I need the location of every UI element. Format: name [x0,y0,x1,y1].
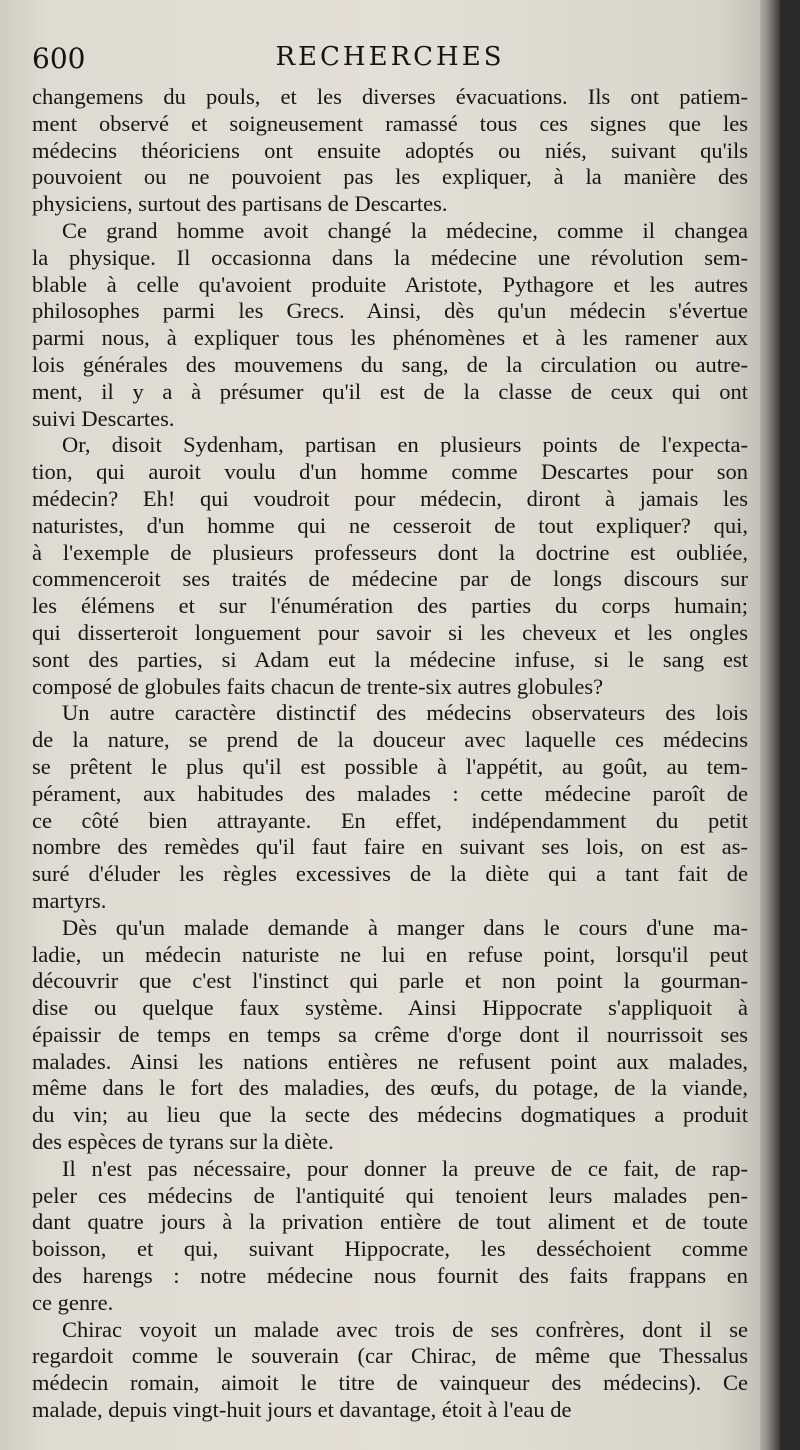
text-line: composé de globules faits chacun de trente-six autres globules? [32,673,604,699]
text-line: médecin? Eh! qui voudroit pour médecin, diront à jamais les [32,485,748,511]
text-line: des espèces de tyrans sur la diète. [32,1129,334,1155]
text-line: Dès qu'un malade demande à manger dans le cours d'une ma- [62,914,748,940]
text-line: ment observé et soigneusement ramassé tous ces signes que les [32,110,748,136]
text-line: dant quatre jours à la privation entière de tout aliment et de toute [32,1209,748,1235]
page-number: 600 [32,42,86,75]
text-line: sont des parties, si Adam eut la médecine infuse, si le sang est [32,646,748,672]
text-line: malade, depuis vingt-huit jours et davantage, étoit à l'eau de [32,1397,572,1423]
text-line: médecins théoriciens ont ensuite adoptés ou niés, suivant qu'ils [32,137,748,163]
paragraph [32,432,748,700]
text-line: même dans le fort des maladies, des œufs, du potage, de la viande, [32,1075,748,1101]
text-line: à l'exemple de plusieurs professeurs dont la doctrine est oubliée, [32,539,748,565]
text-line: pérament, aux habitudes des malades : cette médecine paroît de [32,780,748,806]
text-line: peler ces médecins de l'antiquité qui tenoient leurs malades pen- [32,1182,748,1208]
text-line: suivi Descartes. [32,405,175,431]
text-line: découvrir que c'est l'instinct qui parle et non point la gourman- [32,968,748,994]
text-line: Chirac voyoit un malade avec trois de ses confrères, dont il se [62,1316,748,1342]
text-line: philosophes parmi les Grecs. Ainsi, dès qu'un médecin s'évertue [32,298,748,324]
text-line: boisson, et qui, suivant Hippocrate, les desséchoient comme [32,1236,748,1262]
text-line: ce genre. [32,1289,114,1315]
text-line: tion, qui auroit voulu d'un homme comme Descartes pour son [32,459,748,485]
text-line: ment, il y a à présumer qu'il est de la classe de ceux qui ont [32,378,748,404]
text-line: commenceroit ses traités de médecine par de longs discours sur [32,566,748,592]
text-line: des harengs : notre médecine nous fournit des faits frappans en [32,1263,748,1289]
text-line: les élémens et sur l'énumération des parties du corps humain; [32,593,748,619]
body-text [32,84,748,1424]
text-line: ce côté bien attrayante. En effet, indépendamment du petit [32,807,748,833]
text-line: suré d'éluder les règles excessives de la diète qui a tant fait de [32,861,748,887]
text-line: blable à celle qu'avoient produite Aristote, Pythagore et les autres [32,271,748,297]
text-line: changemens du pouls, et les diverses évacuations. Ils ont patiem- [32,84,748,109]
paragraph [32,700,748,914]
text-line: Un autre caractère distinctif des médecins observateurs des lois [62,700,748,726]
text-line: malades. Ainsi les nations entières ne refusent point aux malades, [32,1048,748,1074]
paragraph [32,1317,748,1424]
text-line: pouvoient ou ne pouvoient pas les expliquer, à la manière des [32,164,748,190]
running-head: RECHERCHES [275,42,505,72]
paragraph [32,84,748,218]
paragraph [32,218,748,432]
text-line: physiciens, surtout des partisans de Descartes. [32,191,448,217]
page-edge [760,0,780,1450]
text-line: la physique. Il occasionna dans la médecine une révolution sem- [32,244,748,270]
text-line: ladie, un médecin naturiste ne lui en refuse point, lorsqu'il peut [32,941,748,967]
text-line: lois générales des mouvemens du sang, de la circulation ou autre- [32,351,748,377]
text-line: qui disserteroit longuement pour savoir si les cheveux et les ongles [32,619,748,645]
text-line: du vin; au lieu que la secte des médecins dogmatiques a produit [32,1102,748,1128]
page-header [32,42,748,82]
paragraph [32,1156,748,1317]
text-line: parmi nous, à expliquer tous les phénomènes et à les ramener aux [32,325,748,351]
text-line: martyrs. [32,887,107,913]
text-line: Il n'est pas nécessaire, pour donner la preuve de ce fait, de rap- [62,1155,748,1181]
text-line: Or, disoit Sydenham, partisan en plusieurs points de l'expecta- [62,432,748,458]
text-line: de la nature, se prend de la douceur avec laquelle ces médecins [32,727,748,753]
paragraph [32,915,748,1156]
text-line: se prêtent le plus qu'il est possible à l'appétit, au goût, au tem- [32,753,748,779]
text-line: épaissir de temps en temps sa crême d'orge dont il nourrissoit ses [32,1021,748,1047]
text-line: médecin romain, aimoit le titre de vainqueur des médecins). Ce [32,1370,748,1396]
text-line: nombre des remèdes qu'il faut faire en suivant ses lois, on est as- [32,834,748,860]
text-line: naturistes, d'un homme qui ne cesseroit de tout expliquer? qui, [32,512,748,538]
text-line: Ce grand homme avoit changé la médecine, comme il changea [62,217,748,243]
text-line: dise ou quelque faux système. Ainsi Hippocrate s'appliquoit à [32,995,748,1021]
text-line: regardoit comme le souverain (car Chirac, de même que Thessalus [32,1343,748,1369]
